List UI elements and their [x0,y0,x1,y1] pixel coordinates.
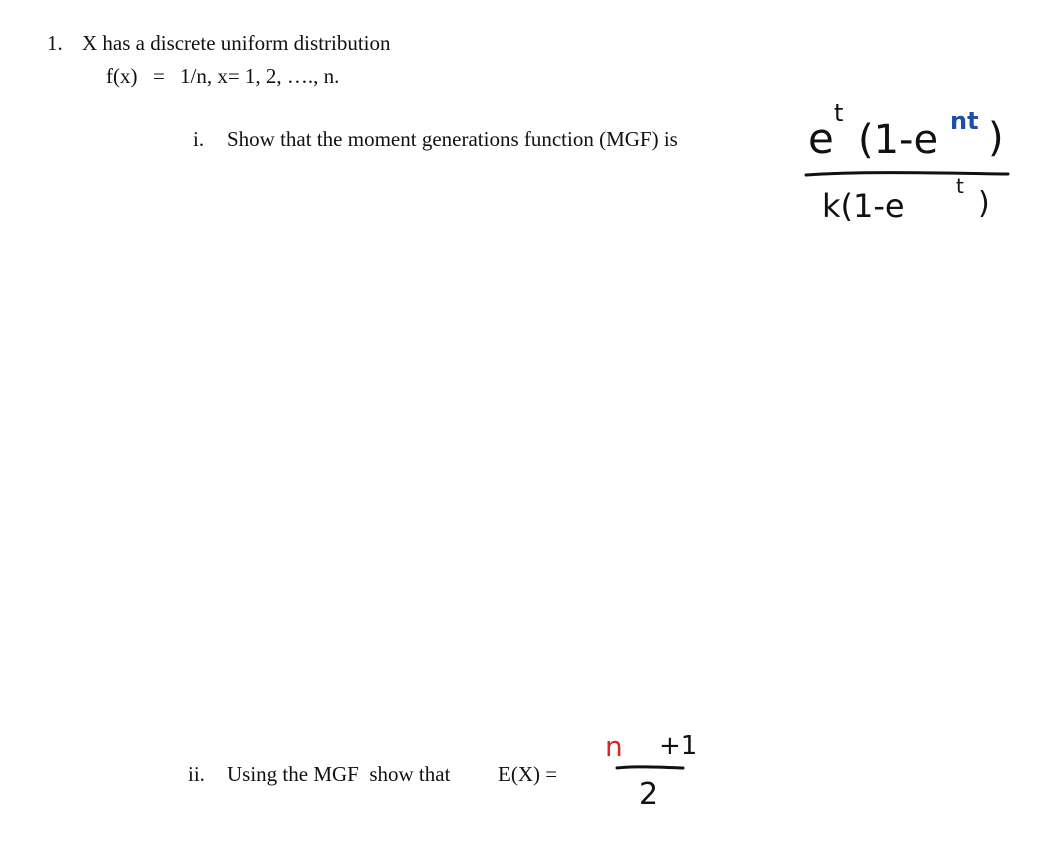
mgf-num-close: ) [988,115,1004,161]
mgf-num-exponent: t [834,99,844,127]
mgf-num-paren: (1-e [858,117,939,163]
ex-num-rest: +1 [659,731,698,761]
mgf-den-close: ) [978,186,990,221]
mgf-fraction-bar [806,173,1008,175]
part-ii-label: ii. [188,762,205,786]
ex-fraction-bar [617,767,683,768]
mgf-handwritten-answer [800,95,1020,230]
ex-handwritten-answer [595,720,715,810]
part-i-label: i. [193,127,205,151]
question-number: 1. [47,31,63,55]
ex-denominator: 2 [639,777,659,812]
question-title: X has a discrete uniform distribution [82,31,391,55]
mgf-den-exponent: t [956,174,964,198]
mgf-num-base: e [808,114,834,163]
mgf-denominator: k(1-e [822,187,905,225]
part-i-text: Show that the moment generations function (MGF) is [227,127,678,151]
pmf-equals: = [153,64,165,88]
part-ii-text: Using the MGF show that [227,762,451,786]
ex-num-var: n [605,730,623,763]
mgf-num-inner-exponent: nt [950,107,979,135]
pmf-lhs: f(x) [106,64,138,88]
pmf-rhs: 1/n, x= 1, 2, …., n. [180,64,340,88]
part-ii-expression: E(X) = [498,762,558,786]
